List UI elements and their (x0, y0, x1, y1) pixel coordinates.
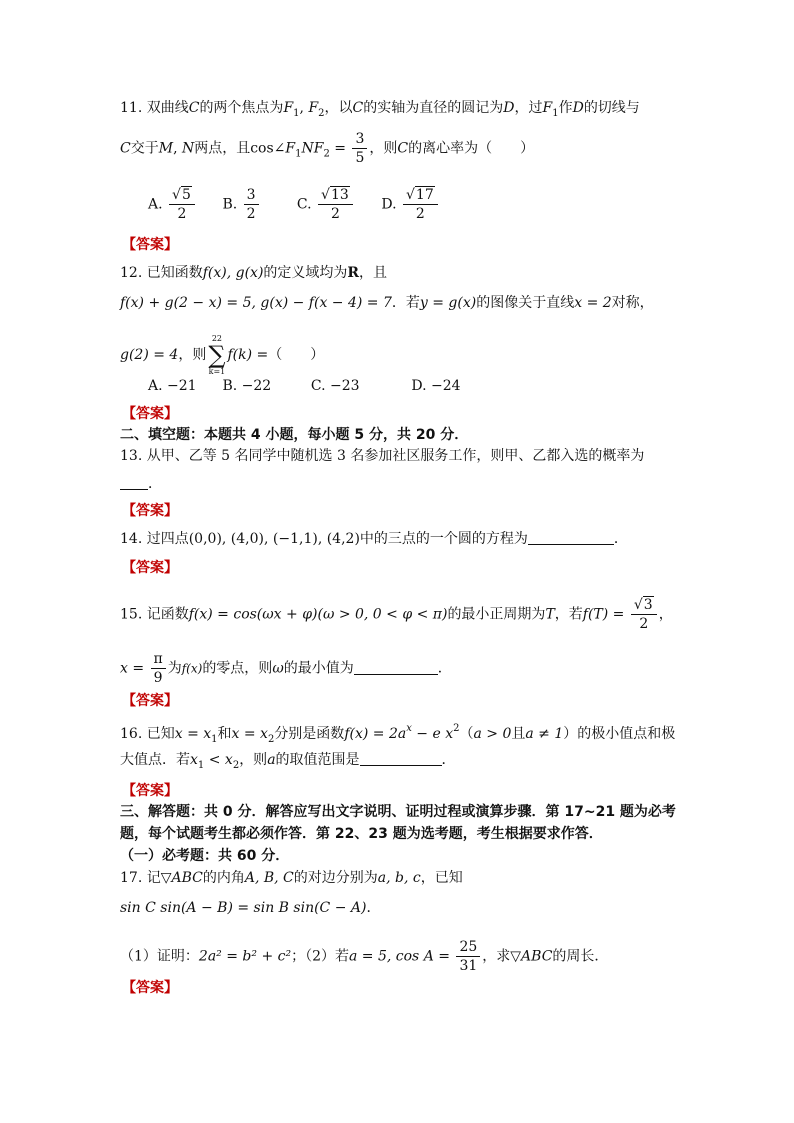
q15-text: ， (658, 606, 673, 623)
sqrt3-fraction: $\frac{√3}{2}$ (631, 596, 657, 633)
q17-text: ，求 (482, 948, 511, 965)
frac-num: 3 (352, 130, 367, 149)
q16-math: x (190, 752, 198, 768)
option-label: B. (222, 378, 238, 394)
q17-text: 记 (146, 870, 161, 886)
option-value: −22 (241, 378, 272, 394)
q14-end: ． (613, 531, 628, 547)
sum-bottom: k=1 (208, 367, 226, 376)
answer-blank[interactable] (360, 765, 442, 766)
sum-symbol (208, 333, 225, 377)
option-label: A. (148, 196, 163, 213)
var-n: N (181, 140, 195, 157)
q17-text: 的内角 (202, 870, 245, 886)
var-m: M (158, 140, 174, 157)
frac-den: 2 (415, 206, 425, 222)
q17-math: a, b, c (377, 870, 421, 886)
frac-num: 3 (244, 186, 259, 205)
q11-text: 的实轴为直径的圆记为 (363, 100, 504, 116)
answer-blank[interactable] (528, 544, 614, 545)
q11-option-d: D. $\frac{√17}{2}$ (381, 186, 461, 223)
q12-text: ，则 (178, 347, 207, 363)
q11-text: ，以 (324, 100, 353, 116)
q11-line1: 11. 双曲线C的两个焦点为$F_1$, $F_2$，以C的实轴为直径的圆记为D，过$F_1$作D的切线与 (120, 100, 640, 119)
q14-points: (0,0), (4,0), (−1,1), (4,2) (188, 531, 360, 547)
q16-text: 大值点．若 (120, 752, 190, 768)
q15-text: ，若 (554, 606, 583, 623)
q11-cos: cos∠ (250, 140, 286, 157)
q15-math: f(T) = (582, 606, 625, 623)
q12-option-a (148, 376, 218, 396)
q12-option-c (311, 376, 407, 396)
q15-text: 的零点，则 (202, 660, 273, 677)
frac-den: 5 (355, 150, 365, 166)
frac-num: 3 (643, 597, 653, 613)
q17-number: 17. (120, 870, 143, 886)
q17-math: a = 5, cos A = (349, 948, 450, 965)
answer-label: 【答案】 (122, 980, 178, 996)
q15-text: 记函数 (146, 606, 189, 623)
sum-top: 22 (211, 334, 222, 343)
frac-num: 17 (415, 187, 434, 203)
q12-math: g(2) = 4 (120, 347, 179, 363)
q13-text: 从甲、乙等 5 名同学中随机选 3 名参加社区服务工作，则甲、乙都入选的概率为 (146, 448, 645, 464)
q11-text: 的切线与 (583, 100, 640, 116)
var-f1: F (542, 100, 553, 116)
q14-text: 中的三点的一个圆的方程为 (359, 531, 528, 547)
q16-text: ，则 (239, 752, 268, 768)
q15-line2 (120, 650, 452, 687)
q15-line1 (120, 596, 673, 633)
q14-number: 14. (120, 531, 143, 547)
answer-blank[interactable] (354, 674, 438, 675)
q12-math: f(x) + g(2 − x) = 5, g(x) − f(x − 4) = 7 (120, 295, 392, 311)
answer-label: 【答案】 (122, 693, 178, 709)
section-2-heading: 二、填空题：本题共 4 小题，每小题 5 分，共 20 分． (120, 427, 469, 443)
q12-line3 (120, 333, 324, 377)
q16-math: x = x (174, 726, 212, 742)
q12-line1 (120, 263, 387, 283)
q15-math: (ω > 0, 0 < φ < π) (317, 606, 448, 623)
var-c: C (120, 140, 131, 157)
q15-math: f(x) = cos(ωx + φ) (188, 606, 318, 623)
answer-label: 【答案】 (122, 406, 178, 422)
frac-den: 2 (246, 206, 256, 222)
answer-blank[interactable] (120, 489, 148, 490)
q15-text: 的最小值为 (283, 660, 354, 677)
q11-fraction (352, 130, 367, 167)
var-omega: ω (272, 660, 284, 677)
q14-text: 过四点 (146, 531, 189, 547)
section-3-line1: 三、解答题：共 0 分．解答应写出文字说明、证明过程或演算步骤．第 17~21 题为必考 (120, 804, 676, 820)
q12-math: x = 2 (574, 295, 612, 311)
q17-math: 2a² = b² + c² (198, 948, 292, 965)
q12-math: y = g(x) (419, 295, 477, 311)
q17-fraction (456, 938, 480, 975)
q12-option-b (222, 376, 306, 396)
q12-text: 的图像关于直线 (476, 295, 575, 311)
q12-number: 12. (120, 265, 143, 281)
option-label: A. (148, 378, 163, 394)
q16-end: ． (441, 752, 456, 768)
subsection-heading: （一）必考题：共 60 分． (120, 848, 290, 864)
q11-option-b (222, 186, 292, 223)
var-f1: F (283, 100, 294, 116)
q12-options (148, 376, 461, 396)
frac-num: 5 (181, 187, 191, 203)
var-c: C (352, 100, 364, 116)
q11-option-a: A. $\frac{√5}{2}$ (148, 186, 218, 223)
q12-text: 已知函数 (146, 265, 203, 281)
q16-text: （ (459, 726, 474, 742)
q11-text: 的两个焦点为 (199, 100, 284, 116)
q17-math: A, B, C (244, 870, 294, 886)
frac-den: 9 (153, 670, 163, 686)
q16-line2: 大值点．若$x_1 < x_2$，则a的取值范围是 ． (120, 752, 456, 771)
q12-line2 (120, 293, 654, 313)
var-t: T (545, 606, 555, 623)
frac-num: 25 (456, 938, 480, 957)
frac-den: 2 (330, 206, 340, 222)
q17-math: ▽ABC (510, 948, 553, 965)
q12-text: （ ） (268, 347, 325, 363)
q15-text: 的最小正周期为 (447, 606, 546, 623)
set-r: R (347, 265, 360, 281)
q13-line2 (120, 474, 162, 494)
q16-math: < x (204, 752, 233, 768)
frac-den: 2 (639, 616, 649, 632)
q17-line3 (120, 938, 608, 975)
option-label: B. (222, 196, 238, 213)
answer-label: 【答案】 (122, 503, 178, 519)
q15-math: x = (120, 660, 145, 677)
sum-sign: ∑ (208, 341, 226, 369)
var-a: a (267, 752, 276, 768)
q15-end: ． (437, 660, 452, 677)
var-f2: F (308, 100, 319, 116)
q14-line (120, 529, 628, 549)
q12-math: f(x), g(x) (202, 265, 264, 281)
q11-options (148, 186, 461, 223)
q16-math: a ≠ 1 (525, 726, 564, 742)
q11-text: ，则 (369, 140, 398, 157)
q13-number: 13. (120, 448, 143, 464)
q12-text: ，且 (359, 265, 388, 281)
option-value: −21 (167, 378, 197, 394)
q13-end: ． (148, 476, 162, 492)
q16-text: ）的极小值点和极 (563, 726, 676, 742)
q16-text: 的取值范围是 (275, 752, 360, 768)
q12-text: ．若 (391, 295, 420, 311)
q17-text: ，已知 (420, 870, 463, 886)
q11-line2: C交于M, N两点，且$\cos\angle F_1NF_2$ = $\frac{3}{5}$ ，则C的离心率为（ ） (120, 131, 535, 166)
option-value: −24 (431, 378, 461, 394)
q16-math: f(x) = 2a (344, 726, 407, 742)
q12-option-d (411, 376, 460, 396)
q15-text: 为 (167, 660, 182, 677)
var-c: C (397, 140, 409, 157)
q15-number: 15. (120, 606, 143, 623)
var-c: C (188, 100, 200, 116)
frac-den: 2 (177, 206, 187, 222)
q16-text: 和 (217, 726, 232, 742)
q11-text: 双曲线 (146, 100, 189, 116)
frac-num: π (151, 650, 166, 669)
option-label: C. (310, 378, 326, 394)
q17-line2 (120, 898, 380, 918)
q16-text: 已知 (146, 726, 175, 742)
q11-number: 11. (120, 100, 143, 116)
option-label: D. (411, 378, 427, 394)
q16-math: a > 0 (473, 726, 512, 742)
q16-line1: 16. 已知$x = x_1$和$x = x_2$分别是函数$f(x) = 2a^x - e$ $x^2(a > 0$且a ≠ 1）的极小值点和极 (120, 723, 676, 745)
option-label: D. (381, 196, 397, 213)
answer-label: 【答案】 (122, 560, 178, 576)
q12-text: 对称， (611, 295, 654, 311)
answer-label: 【答案】 (122, 783, 178, 799)
q11-option-c: C. $\frac{√13}{2}$ (297, 186, 377, 223)
q17-text: ；（2）若 (291, 948, 349, 965)
q17-text: 的对边分别为 (293, 870, 378, 886)
q16-math: − e x (411, 726, 454, 742)
answer-label: 【答案】 (122, 237, 178, 253)
q11-text: ，过 (514, 100, 543, 116)
q15-math: f(x) (181, 661, 203, 676)
q16-math: x = x (231, 726, 268, 742)
q17-math: sin C sin(A − B) = sin B sin(C − A) (120, 900, 367, 916)
q12-text: 的定义域均为 (263, 265, 348, 281)
q13-line1 (120, 446, 644, 466)
frac-num: 13 (330, 187, 349, 203)
q17-math: ▽ABC (160, 870, 203, 886)
q11-text: 的离心率为（ ） (408, 140, 535, 157)
option-label: C. (296, 196, 312, 213)
q16-text: 且 (511, 726, 526, 742)
q11-text: 两点，且 (194, 140, 251, 157)
q11-text: 作 (558, 100, 573, 116)
q16-text: 分别是函数 (274, 726, 345, 742)
var-d: D (503, 100, 515, 116)
var-d: D (572, 100, 584, 116)
q16-number: 16. (120, 726, 143, 742)
q12-math: f(k) = (227, 347, 269, 363)
frac-den: 31 (459, 958, 478, 974)
section-3-line2: 题，每个试题考生都必须作答．第 22、23 题为选考题，考生根据要求作答． (120, 826, 603, 842)
q17-text: 的周长． (552, 948, 609, 965)
q11-text: 交于 (130, 140, 159, 157)
q17-text: （1）证明： (120, 948, 199, 965)
option-value: −23 (330, 378, 360, 394)
q17-text: ． (366, 900, 381, 916)
q17-line1 (120, 868, 463, 888)
pi-fraction (151, 650, 166, 687)
